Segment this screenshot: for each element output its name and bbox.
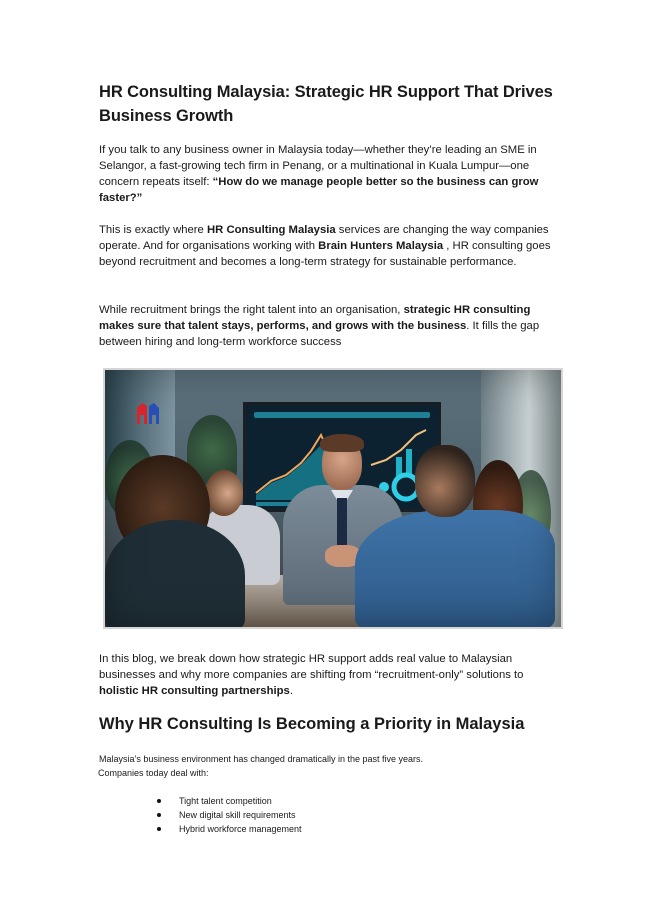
hero-image	[103, 368, 563, 629]
bullet-icon	[157, 813, 161, 817]
paragraph-text: In this blog, we break down how strategic HR support adds real value to Malaysian businesses and why more companies are shifting from “recruitment-only” solutions to	[99, 653, 524, 681]
paragraph-text: . It fills the gap between hiring and long-term workforce success	[99, 320, 540, 348]
intro-bold-quote: “How do we manage people better so the business can grow faster?”	[99, 176, 539, 204]
bold-brain-hunters-malaysia: Brain Hunters Malaysia	[318, 240, 444, 252]
bold-strategic-hr-consulting: strategic HR consulting makes sure that talent stays, performs, and grows with the business	[99, 304, 531, 332]
bullet-icon	[157, 827, 161, 831]
image-vignette	[105, 370, 561, 627]
list-item-text: Hybrid workforce management	[179, 824, 302, 834]
paragraph-text: , HR consulting goes beyond recruitment and becomes a long-term strategy for sustainable performance.	[99, 240, 551, 268]
section-intro	[99, 752, 559, 780]
section-intro-line-1: Malaysia’s business environment has changed dramatically in the past five years.	[99, 754, 423, 764]
paragraph-text: While recruitment brings the right talent into an organisation,	[99, 304, 404, 316]
challenges-list	[157, 794, 302, 836]
list-item-text: Tight talent competition	[179, 796, 272, 806]
list-item	[157, 822, 302, 836]
intro-paragraph	[99, 142, 559, 206]
recruitment-paragraph	[99, 302, 559, 350]
intro-text: If you talk to any business owner in Malaysia today—whether they’re leading an SME in Selangor, a fast-growing tech firm in Penang, or a multinational in Kuala Lumpur—one concern repeats itself:	[99, 144, 537, 188]
list-item	[157, 794, 302, 808]
section-intro-line-2: Companies today deal with:	[98, 768, 209, 778]
bullet-icon	[157, 799, 161, 803]
hr-consulting-paragraph	[99, 222, 559, 270]
document-title: HR Consulting Malaysia: Strategic HR Support That Drives Business Growth	[99, 83, 553, 125]
blog-overview-paragraph	[99, 651, 559, 699]
bold-holistic-partnerships: holistic HR consulting partnerships	[99, 685, 290, 697]
section-heading: Why HR Consulting Is Becoming a Priority in Malaysia	[99, 715, 525, 733]
paragraph-text: services are changing the way companies operate. And for organisations working with	[99, 224, 549, 252]
paragraph-text: .	[289, 685, 293, 697]
list-item	[157, 808, 302, 822]
bold-hr-consulting-malaysia: HR Consulting Malaysia	[206, 224, 336, 236]
list-item-text: New digital skill requirements	[179, 810, 296, 820]
paragraph-text: This is exactly where	[99, 224, 207, 236]
